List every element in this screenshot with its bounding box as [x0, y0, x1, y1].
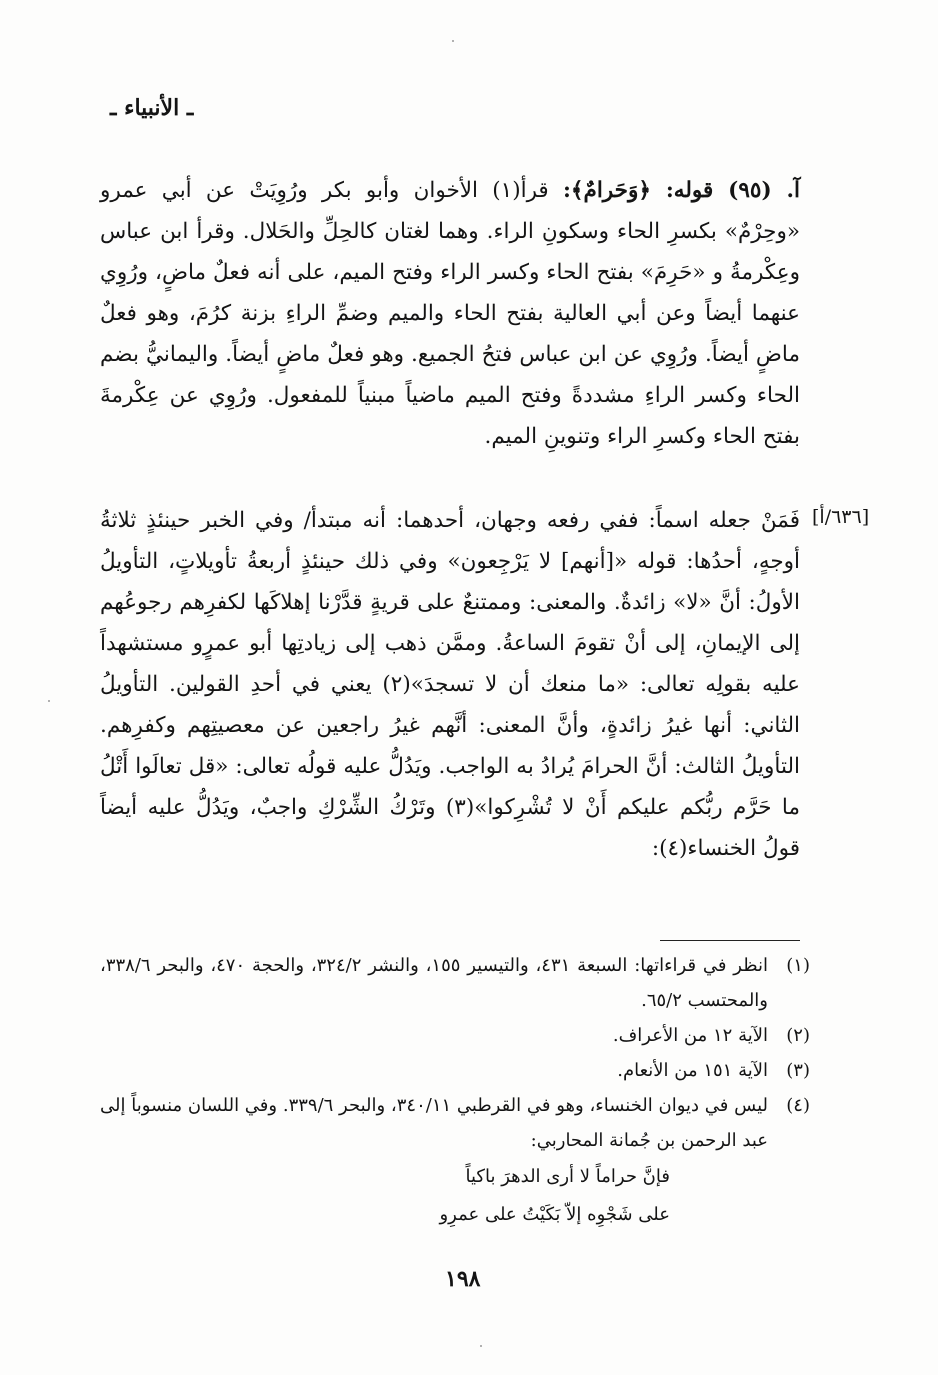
page-number: ١٩٨ — [445, 1266, 481, 1292]
manuscript-folio-ref: [٦٣٦/أ] — [812, 506, 870, 528]
running-head: ـ الأنبياء ـ — [110, 95, 194, 121]
footnote — [100, 1018, 810, 1053]
footnote — [100, 1088, 810, 1158]
poem-line: على شَجْوِه إلاّ بَكَيْتُ على عمرِو — [439, 1204, 670, 1225]
footnote-text: الآية ١٢ من الأعراف. — [612, 1025, 768, 1046]
footnote-text: ليس في ديوان الخنساء، وهو في القرطبي ٣٤٠/١١، والبحر ٣٣٩/٦. وفي اللسان منسوباً إلى عبد الرحمن بن جُمانة المحاربي: — [100, 1095, 768, 1151]
paragraph: فَمَنْ جعله اسماً: ففي رفعه وجهان، أحدهما: أنه مبتدأ/ وفي الخبر حينئذٍ ثلاثةُ أوجهٍ، أحدُها: قوله «[أنهم] لا يَرْجِعون» وفي ذلك حينئذٍ أربعةُ تأويلاتٍ، التأويلُ الأولُ: أنَّ «لا» زائدةٌ. والمعنى: وممتنعٌ على قريةٍ قدَّرْنا إهلاكَها لكفرِهم رجوعُهم إلى الإيمانِ، إلى أنْ تقومَ الساعةُ. وممَّن ذهب إلى زيادتِها أبو عمرٍو مستشهداً عليه بقولِه تعالى: «ما منعك أن لا تسجدَ»(٢) يعني في أحدِ القولين. التأويلُ الثاني: أنها غيرُ زائدةٍ، وأنَّ المعنى: أنَّهم غيرُ راجعين عن معصيتِهم وكفرِهم. التأويلُ الثالث: أنَّ الحرامَ يُرادُ به الواجب. ويَدُلُّ عليه قولُه تعالى: «قل تعالَوا أَتْلُ ما حَرَّم ربُّكم عليكم أَنْ لا تُشْرِكوا»(٣) وتَرْكُ الشِّرْكِ واجبٌ، ويَدُلُّ عليه أيضاً قولُ الخنساء(٤): — [100, 508, 800, 861]
section-analysis — [100, 500, 800, 869]
footnote — [100, 1053, 810, 1088]
footnotes — [100, 948, 810, 1234]
scan-speck — [452, 40, 454, 42]
scan-speck — [48, 700, 50, 702]
poem-verse — [100, 1158, 670, 1234]
section-verse-95 — [100, 170, 800, 457]
scan-speck — [480, 1345, 482, 1347]
footnote-text: الآية ١٥١ من الأنعام. — [617, 1060, 768, 1081]
paragraph — [100, 170, 800, 457]
footnote-divider — [660, 940, 800, 941]
poem-line: فإنَّ حراماً لا أرى الدهرَ باكياً — [465, 1166, 670, 1187]
verse-lead: آ. (٩٥) قوله: ﴿وَحَرامٌ﴾: — [562, 178, 801, 203]
footnote-number: (٤) — [786, 1095, 810, 1116]
footnote-number: (٣) — [786, 1060, 810, 1081]
paragraph-text: قرأ(١) الأخوان وأبو بكر ورُوِيَتْ عن أبي عمرو «وحِرْمٌ» بكسرِ الحاء وسكونِ الراء. وهما لغتان كالحِلِّ والحَلال. وقرأ ابن عباس وعِكْرمةُ و «حَرِمَ» بفتح الحاء وكسر الراء وفتح الميم، على أنه فعلٌ ماضٍ، ورُوِي عنهما أيضاً وعن أبي العالية بفتح الحاء والميم وضمِّ الراءِ بزنة كرُمَ، وهو فعلٌ ماضٍ أيضاً. ورُوِي عن ابن عباس فتحُ الجميع. وهو فعلٌ ماضٍ أيضاً. واليمانيُّ بضم الحاء وكسر الراءِ مشددةً وفتح الميم ماضياً مبنياً للمفعول. ورُوِي عن عِكْرمةَ بفتح الحاء وكسرِ الراء وتنوينِ الميم. — [100, 178, 800, 449]
footnote-text: انظر في قراءاتها: السبعة ٤٣١، والتيسير ١٥٥، والنشر ٣٢٤/٢، والحجة ٤٧٠، والبحر ٣٣٨/٦، والمحتسب ٦٥/٢. — [100, 955, 768, 1011]
footnote-number: (١) — [786, 955, 810, 976]
footnote — [100, 948, 810, 1018]
footnote-number: (٢) — [786, 1025, 810, 1046]
